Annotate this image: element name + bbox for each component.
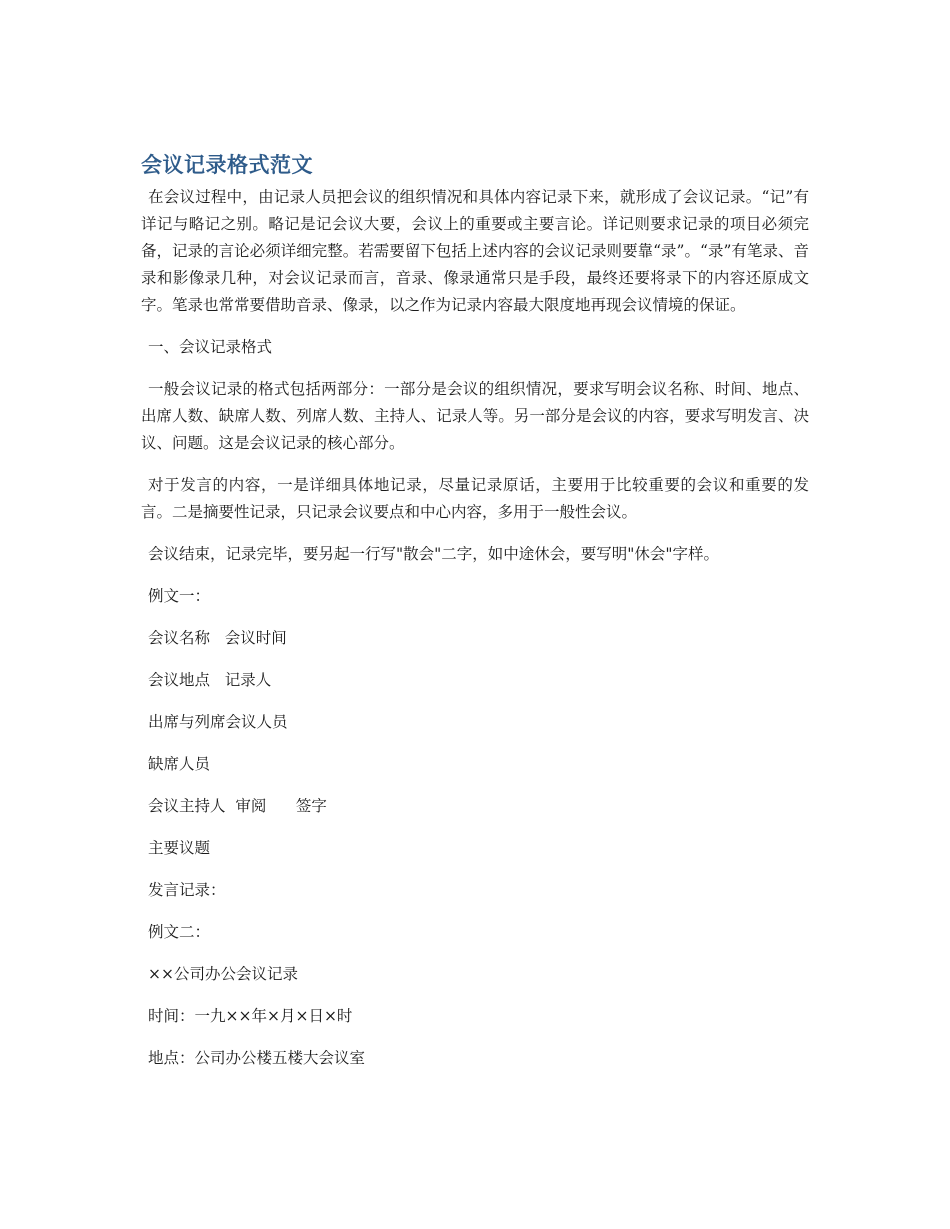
example1-line: 发言记录： — [148, 881, 226, 899]
example1-line: 会议地点 记录人 — [148, 671, 272, 689]
speech-paragraph: 对于发言的内容，一是详细具体地记录，尽量记录原话，主要用于比较重要的会议和重要的发言。二是摘要性记录，只记录会议要点和中心内容，多用于一般性会议。 — [141, 476, 809, 521]
format-paragraph: 一般会议记录的格式包括两部分：一部分是会议的组织情况，要求写明会议名称、时间、地点、出席人数、缺席人数、列席人数、主持人、记录人等。另一部分是会议的内容，要求写明发言、决议、问题。这是会议记录的核心部分。 — [141, 380, 809, 452]
document-page — [141, 150, 809, 1087]
intro-paragraph: 在会议过程中，由记录人员把会议的组织情况和具体内容记录下来，就形成了会议记录。“记”有详记与略记之别。略记是记会议大要，会议上的重要或主要言论。详记则要求记录的项目必须完备，记录的言论必须详细完整。若需要留下包括上述内容的会议记录则要靠“录”。“录”有笔录、音录和影像录几种，对会议记录而言，音录、像录通常只是手段，最终还要将录下的内容还原成文字。笔录也常常要借助音录、像录，以之作为记录内容最大限度地再现会议情境的保证。 — [141, 188, 809, 314]
example2-line: 时间：一九××年×月×日×时 — [148, 1007, 353, 1025]
example1-line: 主要议题 — [148, 839, 211, 857]
section-heading: 一、会议记录格式 — [148, 338, 273, 356]
example1-line: 出席与列席会议人员 — [148, 713, 288, 731]
document-title: 会议记录格式范文 — [141, 153, 313, 177]
example1-line: 缺席人员 — [148, 755, 211, 773]
example2-line: 地点：公司办公楼五楼大会议室 — [148, 1049, 366, 1067]
example1-line: 会议主持人 审阅 签字 — [148, 797, 327, 815]
ending-paragraph: 会议结束，记录完毕，要另起一行写"散会"二字，如中途休会，要写明"休会"字样。 — [148, 545, 720, 563]
example1-line: 会议名称 会议时间 — [148, 629, 287, 647]
example2-line: ××公司办公会议记录 — [148, 965, 298, 983]
example1-label: 例文一： — [148, 587, 211, 605]
example2-label: 例文二： — [148, 923, 211, 941]
